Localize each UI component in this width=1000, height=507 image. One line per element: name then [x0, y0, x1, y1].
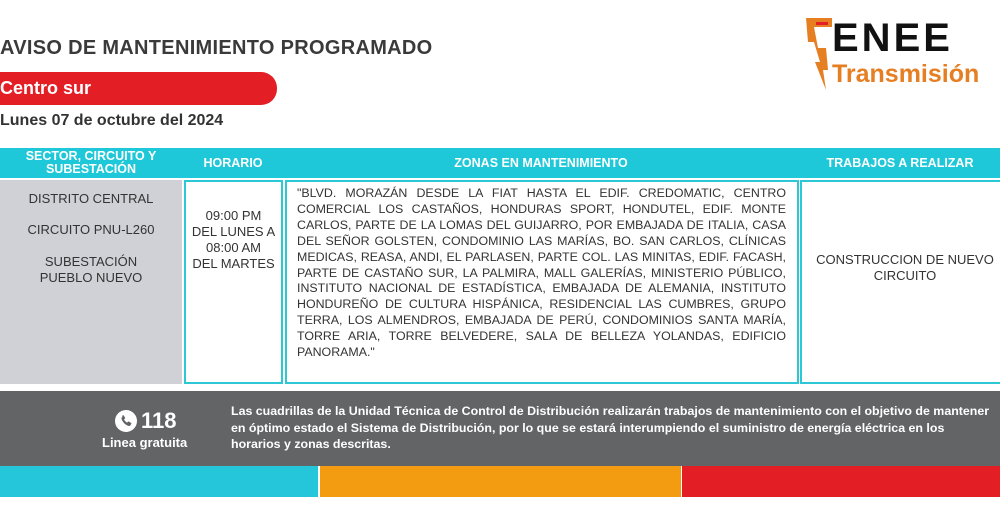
- enee-logo: [800, 18, 1000, 94]
- circuito-text: CIRCUITO PNU-L260: [27, 222, 155, 237]
- lightning-bolt-icon: [806, 18, 832, 90]
- subestacion-line2: PUEBLO NUEVO: [39, 270, 143, 285]
- footer-bar: [0, 391, 1000, 466]
- header-sector-line2: SUBESTACIÓN: [45, 162, 137, 176]
- trabajos-line1: CONSTRUCCION DE NUEVO: [816, 252, 994, 267]
- header-sector: [0, 148, 182, 178]
- header-sector-line1: SECTOR, CIRCUITO Y: [25, 149, 157, 163]
- horario-line2: DEL LUNES A: [191, 224, 276, 239]
- horario-text: [184, 208, 283, 272]
- trabajos-line2: CIRCUITO: [873, 268, 937, 283]
- header-horario: HORARIO: [203, 155, 263, 170]
- trabajos-text: [800, 252, 1000, 284]
- zonas-text: "BLVD. MORAZÁN DESDE LA FIAT HASTA EL EDIF. CREDOMATIC, CENTRO COMERCIAL LOS CASTAÑOS, HONDURAS SPORT, HONDUTEL, EDIF. MONTE CARLOS, PARTE DE LA LOMAS DEL GUIJARRO, POR EMBAJADA DE ITALIA, CASA DEL SEÑOR GOLSTEN, CONDOMINIO LAS MARÍAS, BO. SAN CARLOS, CLÍNICAS MEDICAS, REASA, ANDI, EL PARLASEN, PARTE COL. LAS MINITAS, EDIF. FACASH, PARTE DE CASTAÑO SUR, LA PALMIRA, MALL GALERÍAS, MINISTERIO PÚBLICO, INSTITUTO NACIONAL DE ESTADÍSTICA, EMBAJADA DE ALEMANIA, INSTITUTO HONDUREÑO DE CULTURA HISPÁNICA, RESIDENCIAL LAS CUMBRES, GRUPO TERRA, LOS ALMENDROS, EMBAJADA DE PERÚ, CONDOMINIOS SANTA MARÍA, TORRE ARIA, TORRE BELVEDERE, SALA DE BELLEZA YOLANDAS, EDIFICIO PANORAMA.": [297, 186, 786, 360]
- distrito-text: DISTRITO CENTRAL: [28, 191, 154, 206]
- stripe-red: [682, 466, 1000, 497]
- free-line-label: Linea gratuita: [102, 435, 188, 450]
- region-label: Centro sur: [0, 78, 92, 98]
- phone-contact: [115, 408, 177, 434]
- header-trabajos: TRABAJOS A REALIZAR: [826, 155, 974, 170]
- maintenance-notice: Las cuadrillas de la Unidad Técnica de Control de Distribución realizarán trabajos de mantenimiento con el objetivo de mantener en óptimo estado el Sistema de Distribución, por lo que se estará interumpiendo el suministro de energía eléctrica en los horarios y zonas descritas.: [231, 404, 990, 452]
- region-banner: [0, 72, 277, 105]
- horario-line1: 09:00 PM: [205, 208, 262, 223]
- horario-line3: 08:00 AM: [206, 240, 261, 255]
- horario-line4: DEL MARTES: [192, 256, 275, 271]
- phone-number: 118: [141, 408, 177, 433]
- subestacion-line1: SUBESTACIÓN: [44, 254, 138, 269]
- logo-enee-text: ENEE: [832, 16, 953, 60]
- stripe-orange: [320, 466, 681, 497]
- maintenance-date: Lunes 07 de octubre del 2024: [0, 112, 224, 129]
- phone-icon: [115, 410, 137, 432]
- logo-transmision-text: Transmisión: [832, 60, 980, 88]
- page-title: AVISO DE MANTENIMIENTO PROGRAMADO: [0, 37, 433, 59]
- header-zonas: ZONAS EN MANTENIMIENTO: [454, 155, 628, 170]
- stripe-cyan: [0, 466, 318, 497]
